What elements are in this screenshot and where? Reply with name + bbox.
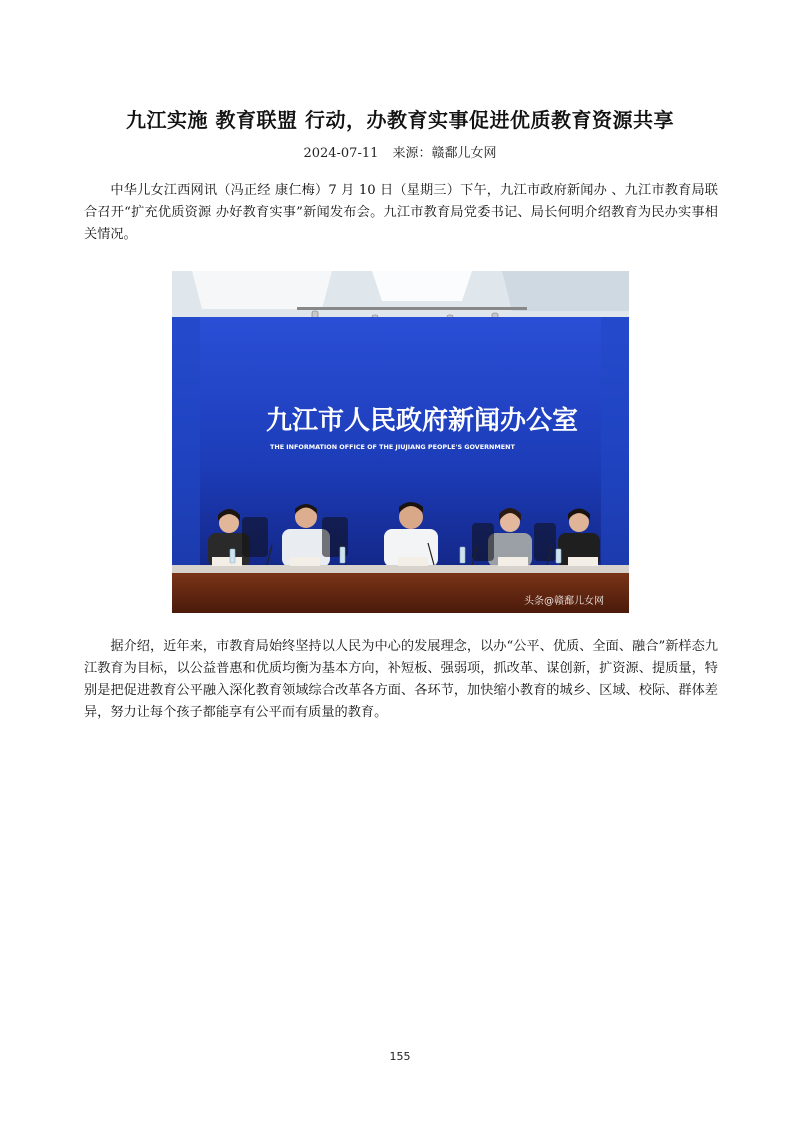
press-conference-photo: [172, 271, 629, 613]
article-paragraph-1: 中华儿女江西网讯（冯正经 康仁梅）7 月 10 日（星期三）下午，九江市政府新闻办 、九江市教育局联合召开“扩充优质资源 办好教育实事”新闻发布会。九江市教育局党委书记、局长何明介绍教育为民办实事相关情况。: [84, 183, 718, 242]
article-paragraph-2: 据介绍，近年来，市教育局始终坚持以人民为中心的发展理念，以办“公平、优质、全面、融合”新样态九江教育为目标，以公益普惠和优质均衡为基本方向，补短板、强弱项，抓改革、谋创新，扩资源、提质量，特别是把促进教育公平融入深化教育领域综合改革各方面、各环节，加快缩小教育的城乡、区域、校际、群体差异，努力让每个孩子都能享有公平而有质量的教育。: [84, 639, 718, 720]
light-rail: [297, 307, 527, 310]
desk-top: [172, 565, 629, 573]
desk-front: [172, 573, 629, 613]
backdrop-english-text: THE INFORMATION OFFICE OF THE JIUJIANG PEOPLE'S GOVERNMENT: [270, 443, 515, 451]
backdrop-chinese-text: 九江市人民政府新闻办公室: [266, 406, 579, 436]
article-meta: [0, 142, 800, 161]
article-date: 2024-07-11: [303, 146, 379, 161]
photo-watermark: 头条@赣鄱儿女网: [524, 596, 604, 607]
page-number: 155: [389, 1050, 411, 1063]
article-source: 来源：赣鄱儿女网: [392, 146, 497, 161]
blue-backdrop: [172, 317, 629, 565]
article-title: 九江实施 教育联盟 行动，办教育实事促进优质教育资源共享: [126, 108, 674, 132]
ceiling-panel: [192, 271, 332, 309]
